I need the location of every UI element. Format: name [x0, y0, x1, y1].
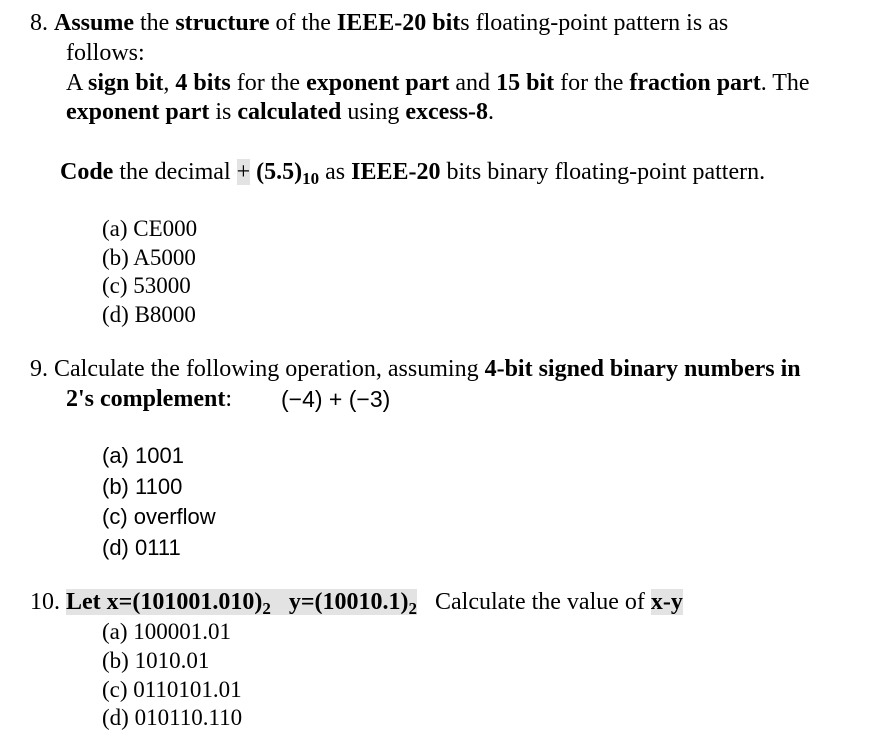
q8-l3-5: exponent part	[306, 70, 450, 96]
q9-line2-colon: :	[225, 386, 232, 412]
q8-option-a: (a) CE000	[102, 216, 198, 241]
q8-l4-0: exponent part	[66, 99, 210, 125]
q8-line4	[66, 97, 494, 127]
q8-l3-1: sign bit	[88, 70, 164, 96]
q8-t2: structure	[175, 10, 270, 36]
q8-task-text3: bits binary floating-point pattern.	[440, 159, 766, 185]
q8-option-d: (d) B8000	[102, 302, 196, 327]
q10-x-highlight	[66, 589, 417, 618]
q10-target: x-y	[650, 589, 683, 615]
q8-l3-6: and	[449, 70, 497, 96]
q8-task-code: Code	[60, 159, 114, 185]
q10-option-d: (d) 010110.110	[102, 705, 243, 730]
q10-question: Calculate the value of	[434, 589, 651, 615]
q8-task-value: (5.5)	[250, 159, 303, 185]
q8-l3-3: 4 bits	[175, 70, 231, 96]
q8-l3-9: fraction part	[629, 70, 761, 96]
q8-t0: Assume	[54, 10, 135, 36]
q8-task-base: 10	[302, 169, 320, 188]
q8-l4-4: excess-8	[405, 99, 488, 125]
q8-t5: s floating-point pattern is as	[460, 10, 729, 36]
q10-x-label: Let x=(101001.010)	[66, 589, 263, 615]
q9-line2-bold: 2's complement	[66, 386, 226, 412]
q8-l4-3: using	[341, 99, 406, 125]
q8-l4-2: calculated	[237, 99, 342, 125]
q10-option-a: (a) 100001.01	[102, 619, 232, 644]
q8-line3	[66, 68, 810, 98]
q10-option-b: (b) 1010.01	[102, 648, 210, 673]
q8-option-c: (c) 53000	[102, 273, 191, 298]
q10-option-c: (c) 0110101.01	[102, 677, 242, 702]
q8-l3-4: for the	[230, 70, 307, 96]
q9-line1-text: 9. Calculate the following operation, assuming	[30, 356, 485, 382]
q10-y-label: y=(10010.1)	[288, 589, 409, 615]
q8-t3: of the	[269, 10, 337, 36]
q8-line2-text: follows:	[66, 40, 145, 66]
q8-task-sign: +	[236, 159, 251, 185]
q9-option-b: (b) 1100	[102, 474, 183, 499]
q8-task-format: IEEE-20	[351, 159, 441, 185]
q8-t1: the	[134, 10, 176, 36]
q8-task-text1: the decimal	[113, 159, 237, 185]
q8-line2	[66, 38, 145, 68]
q9-option-d: (d) 0111	[102, 535, 181, 560]
q8-l3-8: for the	[554, 70, 630, 96]
q8-option-b: (b) A5000	[102, 245, 196, 270]
q8-line1	[30, 8, 728, 38]
q9-line2	[66, 384, 232, 414]
q8-t4: IEEE-20 bit	[336, 10, 461, 36]
q9-option-a: (a) 1001	[102, 443, 184, 468]
q9-line1	[30, 354, 801, 384]
q9-expression: (−4) + (−3)	[281, 386, 391, 412]
q9-line1-bold: 4-bit signed binary numbers in	[484, 356, 801, 382]
q8-task	[60, 157, 765, 194]
q10-y-base: 2	[408, 599, 417, 618]
q8-number: 8.	[30, 10, 48, 36]
q9-option-c: (c) overflow	[102, 504, 216, 529]
q8-l3-10: . The	[760, 70, 810, 96]
q8-task-text2: as	[319, 159, 352, 185]
q8-l3-0: A	[66, 70, 89, 96]
q10-x-base: 2	[262, 599, 271, 618]
q10-number: 10.	[30, 589, 60, 615]
q8-l3-2: ,	[163, 70, 176, 96]
q8-l4-5: .	[488, 99, 494, 125]
q8-l3-7: 15 bit	[496, 70, 555, 96]
q8-l4-1: is	[209, 99, 238, 125]
